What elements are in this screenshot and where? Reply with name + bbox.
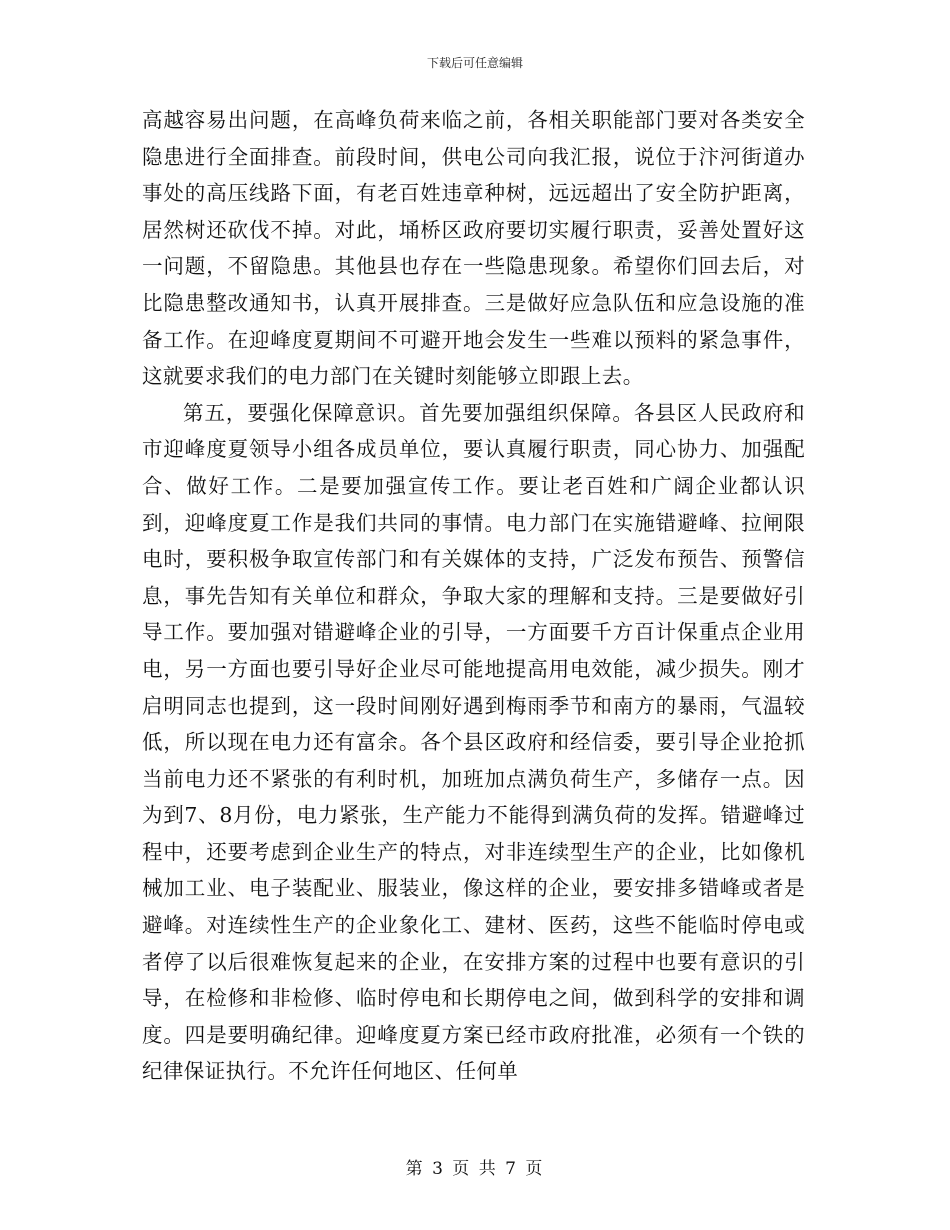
document-body	[142, 102, 805, 1090]
paragraph-section-five: 第五，要强化保障意识。首先要加强组织保障。各县区人民政府和市迎峰度夏领导小组各成员单位，要认真履行职责，同心协力、加强配合、做好工作。二是要加强宣传工作。要让老百姓和广阔企业都认识到，迎峰度夏工作是我们共同的事情。电力部门在实施错避峰、拉闸限电时，要积极争取宣传部门和有关媒体的支持，广泛发布预告、预警信息，事先告知有关单位和群众，争取大家的理解和支持。三是要做好引导工作。要加强对错避峰企业的引导，一方面要千方百计保重点企业用电，另一方面也要引导好企业尽可能地提高用电效能，减少损失。刚才启明同志也提到，这一段时间刚好遇到梅雨季节和南方的暴雨，气温较低，所以现在电力还有富余。各个县区政府和经信委，要引导企业抢抓当前电力还不紧张的有利时机，加班加点满负荷生产，多储存一点。因为到7、8月份，电力紧张，生产能力不能得到满负荷的发挥。错避峰过程中，还要考虑到企业生产的特点，对非连续型生产的企业，比如像机械加工业、电子装配业、服装业，像这样的企业，要安排多错峰或者是避峰。对连续性生产的企业象化工、建材、医药，这些不能临时停电或者停了以后很难恢复起来的企业，在安排方案的过程中也要有意识的引导，在检修和非检修、临时停电和长期停电之间，做到科学的安排和调度。四是要明确纪律。迎峰度夏方案已经市政府批准，必须有一个铁的纪律保证执行。不允许任何地区、任何单	[142, 400, 805, 1084]
page-header: 下载后可任意编辑	[426, 56, 523, 70]
paragraph-continued: 高越容易出问题，在高峰负荷来临之前，各相关职能部门要对各类安全隐患进行全面排查。前段时间，供电公司向我汇报，说位于汴河街道办事处的高压线路下面，有老百姓违章种树，远远超出了安全防护距离，居然树还砍伐不掉。对此，埇桥区政府要切实履行职责，妥善处置好这一问题，不留隐患。其他县也存在一些隐患现象。希望你们回去后，对比隐患整改通知书，认真开展排查。三是做好应急队伍和应急设施的准备工作。在迎峰度夏期间不可避开地会发生一些难以预料的紧急事件，这就要求我们的电力部门在关键时刻能够立即跟上去。	[142, 108, 805, 389]
page-number: 第 3 页 共 7 页	[405, 1159, 545, 1179]
